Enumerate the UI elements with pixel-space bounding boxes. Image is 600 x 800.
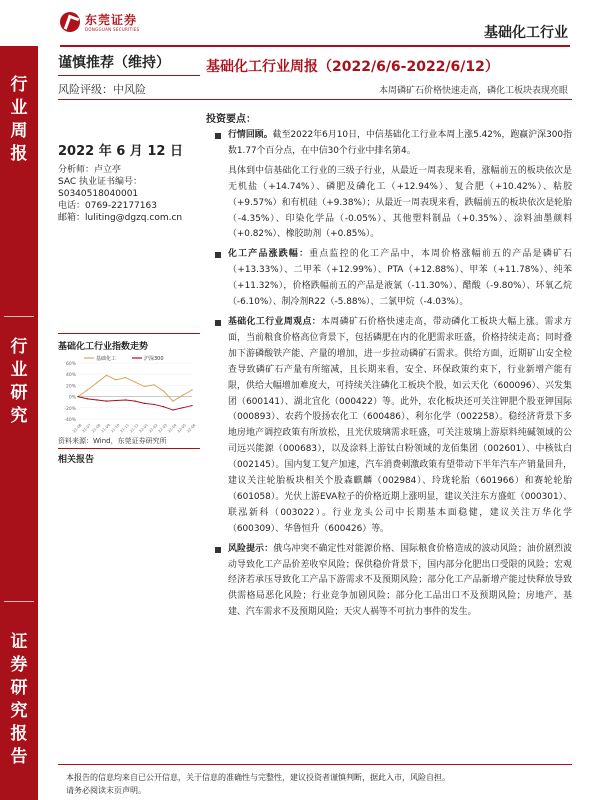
analyst-info bbox=[58, 164, 208, 224]
rating-divider bbox=[58, 75, 200, 76]
analyst-name: 分析师：卢立亭 bbox=[58, 165, 122, 175]
bullet-text: 重点监控的化工产品中，本周价格涨幅前五的产品是磷矿石（+13.33%）、二甲苯（+12.99%）、PTA（+12.88%）、甲苯（+11.78%）、纯苯（+11.32%），价格跌幅前五的产品是液氯（-11.30%）、醋酸（-9.80%）、环氧乙烷（-6.10%）、制冷剂R22（-5.88%）、二氯甲烷（-4.03%）。 bbox=[228, 249, 573, 308]
bullet-product-prices bbox=[206, 247, 572, 311]
data-point bbox=[87, 389, 88, 390]
report-subtitle: 本周磷矿石价格快速走高，磷化工板块表现亮眼 bbox=[378, 86, 568, 96]
bullet-text: 本周磷矿石价格快速走高，带动磷化工板块大幅上涨。需求方面，当前粮食价格高位背景下，包括磷肥在内的化肥需求旺盛，价格持续走高；同时叠加下游磷酸铁产能、产量的增加，进一步拉动磷矿石需求。供给方面，近期矿山安全检查导致磷矿石产量有所缩减，且长期来看，安全、环保政策约束下，行业新增产能有限，供给大幅增加难度大，可持续关注磷化工板块个股，如云天化（600096）、兴发集团（600141）、湖北宜化（000422）等。此外，农化板块还可关注钾肥个股亚钾国际（000893）、农药个股扬农化工（600486）、利尔化学（002258）。稳经济背景下多地房地产调控政策有所放松，且光伏玻璃需求旺盛，可关注玻璃上游原料纯碱领域的公司远兴能源（000683），以及涂料上游钛白粉领域的龙佰集团（002601）、中核钛白（002145）。国内复工复产加速，汽车消费刺激政策有望带动下半年汽车产销量回升，建议关注轮胎板块相关个股森麒麟（002984）、玲珑轮胎（601966）和赛轮轮胎（601058）。光伏上游EVA粒子的价格近期上涨明显，建议关注东方盛虹（000301）、联泓新科（003022）。行业龙头公司中长期基本面稳健，建议关注万华化学（600309）、华鲁恒升（600426）等。 bbox=[228, 316, 573, 534]
bullet-weekly-view bbox=[206, 315, 572, 538]
x-tick-label: 21-08 bbox=[91, 423, 102, 433]
data-point bbox=[163, 390, 164, 391]
bullet-lead: 行情回顾。 bbox=[228, 130, 273, 140]
legend-label: 沪深300 bbox=[144, 356, 164, 362]
key-points-heading: 投资要点： bbox=[206, 114, 256, 125]
analyst-phone: 电话：0769-22177163 bbox=[58, 201, 157, 211]
data-point bbox=[115, 379, 116, 380]
bullet-market-review bbox=[206, 128, 572, 160]
report-date: 2022 年 6 月 12 日 bbox=[58, 144, 183, 159]
y-tick-label: 0% bbox=[68, 395, 76, 401]
investment-rating: 谨慎推荐（维持） bbox=[58, 55, 170, 71]
page-footer bbox=[66, 771, 566, 797]
data-point bbox=[115, 400, 116, 401]
sub-industry-paragraph: 具体到中信基础化工行业的三级子行业，从最近一周表现来看，涨幅前五的板块依次是无机盐（+14.74%）、磷肥及磷化工（+12.94%）、复合肥（+10.42%）、粘胶（+9.57%）和有机硅（+9.38%）；从最近一周表现来看，跌幅前五的板块依次是轮胎（-4.35%）、印染化学品（-0.05%）、其他塑料制品（+0.35%）、涂料油墨颜料（+0.82%）、橡胶助剂（+0.85%）。 bbox=[228, 165, 572, 240]
company-logo bbox=[60, 12, 139, 32]
sidebar-label-weekly: 行 业 周 报 bbox=[10, 75, 28, 164]
data-point bbox=[163, 406, 164, 407]
header-divider bbox=[60, 45, 570, 47]
data-point bbox=[153, 404, 154, 405]
data-point bbox=[191, 389, 192, 390]
data-point bbox=[182, 395, 183, 396]
y-tick-label: 20% bbox=[65, 384, 76, 390]
x-tick-label: 22-03 bbox=[157, 423, 168, 433]
bullet-lead: 基础化工行业周观点： bbox=[228, 316, 322, 327]
chart-source: 资料来源：Wind，东莞证券研究所 bbox=[58, 437, 167, 445]
disclaimer-text: 本报告的信息均来自已公开信息，关于信息的准确性与完整性，建议投资者谨慎判断，据此入市，风险自担。 bbox=[66, 773, 450, 782]
bullet-lead: 化工产品涨跌幅： bbox=[228, 249, 310, 260]
sidebar-divider bbox=[4, 316, 34, 317]
bullet-text: 截至2022年6月10日，中信基础化工行业本周上涨5.42%，跑赢沪深300指数1.77个百分点，在中信30个行业中排名第4。 bbox=[228, 130, 572, 156]
data-point bbox=[106, 375, 107, 376]
bullet-risk-warning bbox=[206, 542, 572, 622]
logo-name-cn: 东莞证券 bbox=[85, 12, 138, 27]
bullet-lead: 风险提示： bbox=[228, 543, 274, 554]
data-point bbox=[172, 400, 173, 401]
data-point bbox=[96, 382, 97, 383]
data-point bbox=[153, 384, 154, 385]
sidebar-divider bbox=[4, 601, 34, 602]
logo-mark-icon bbox=[60, 12, 80, 32]
sidebar-label-research: 行 业 研 究 bbox=[10, 337, 28, 426]
analyst-email[interactable]: 邮箱：luliting@dgzq.com.cn bbox=[58, 213, 183, 223]
related-divider bbox=[58, 448, 200, 449]
x-tick-label: 22-02 bbox=[148, 423, 159, 433]
data-point bbox=[134, 381, 135, 382]
series-line bbox=[78, 375, 192, 401]
x-tick-label: 21-09 bbox=[100, 423, 111, 433]
chart-divider bbox=[58, 333, 200, 334]
data-point bbox=[125, 377, 126, 378]
x-tick-label: 22-04 bbox=[167, 423, 178, 433]
y-tick-label: -40% bbox=[64, 418, 76, 423]
x-tick-label: 21-11 bbox=[119, 423, 130, 433]
data-point bbox=[106, 400, 107, 401]
logo-name-en: DONGGUAN SECURITIES bbox=[85, 26, 140, 32]
data-point bbox=[191, 405, 192, 406]
sac-number: S0340518040001 bbox=[58, 189, 139, 199]
data-point bbox=[144, 403, 145, 404]
data-point bbox=[182, 407, 183, 408]
x-tick-label: 22-01 bbox=[138, 423, 149, 433]
title-divider bbox=[58, 99, 572, 100]
page-header bbox=[0, 0, 600, 44]
footer-divider bbox=[58, 764, 572, 765]
key-points-body bbox=[206, 128, 572, 625]
report-title: 基础化工行业周报（2022/6/6-2022/6/12） bbox=[206, 59, 499, 75]
data-point bbox=[96, 399, 97, 400]
industry-title: 基础化工行业 bbox=[484, 25, 568, 41]
data-point bbox=[134, 400, 135, 401]
read-disclaimer-note: 请务必阅读末页声明。 bbox=[66, 786, 146, 795]
index-trend-svg bbox=[58, 353, 196, 433]
y-tick-label: 60% bbox=[65, 362, 76, 367]
x-tick-label: 21-12 bbox=[129, 423, 140, 433]
x-tick-label: 22-06 bbox=[186, 423, 196, 433]
x-tick-label: 21-10 bbox=[110, 423, 121, 433]
report-type-sidebar bbox=[0, 46, 38, 800]
y-tick-label: -20% bbox=[64, 406, 76, 412]
y-tick-label: 40% bbox=[65, 373, 76, 379]
chart-title: 基础化工行业指数走势 bbox=[58, 342, 149, 352]
data-point bbox=[144, 386, 145, 387]
data-point bbox=[125, 399, 126, 400]
x-tick-label: 21-06 bbox=[72, 423, 83, 433]
related-reports-heading: 相关报告 bbox=[58, 455, 95, 465]
sidebar-label-securities-report: 证 券 研 究 报 告 bbox=[10, 632, 28, 767]
risk-rating: 风险评级：中风险 bbox=[58, 83, 146, 96]
sac-label: SAC 执业证书编号： bbox=[58, 177, 143, 187]
bullet-text: 俄乌冲突不确定性对能源价格、国际粮食价格造成的波动风险；油价剧烈波动导致化工产品价差收窄风险；保供稳价背景下，国内部分化肥出口受限的风险；宏观经济若承压导致化工产品下游需求不及预期风险；部分化工产品新增产能过快释放导致供需格局恶化风险；行业竞争加剧风险；部分化工品出口不及预期风险；房地产、基建、汽车需求不及预期风险；天灾人祸等不可抗力事件的发生。 bbox=[228, 543, 573, 618]
x-tick-label: 22-05 bbox=[176, 423, 187, 433]
data-point bbox=[87, 398, 88, 399]
x-tick-label: 21-07 bbox=[81, 423, 92, 433]
legend-label: 基础化工 bbox=[96, 356, 117, 362]
data-point bbox=[77, 396, 78, 397]
data-point bbox=[172, 409, 173, 410]
index-trend-chart bbox=[58, 353, 196, 433]
